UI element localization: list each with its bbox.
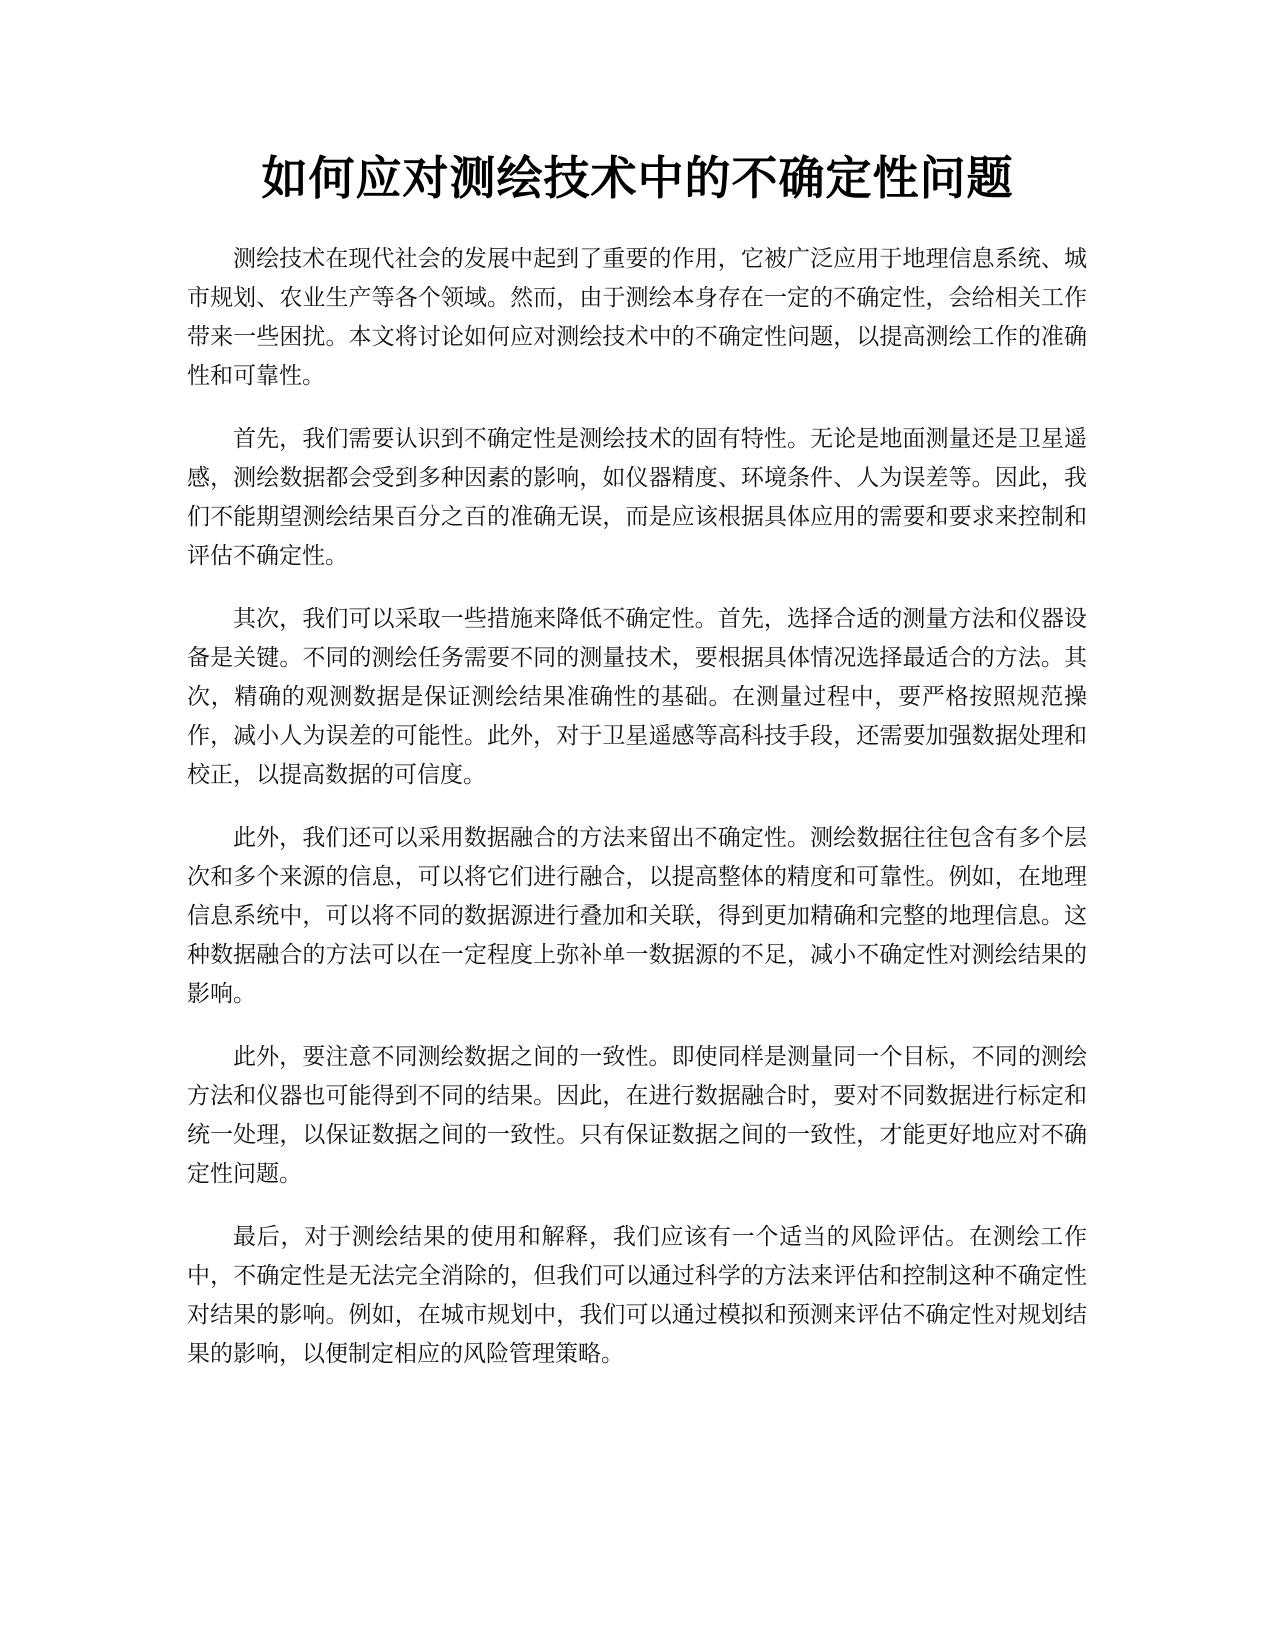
- paragraph-consistency: 此外，要注意不同测绘数据之间的一致性。即使同样是测量同一个目标，不同的测绘方法和仪器也可能得到不同的结果。因此，在进行数据融合时，要对不同数据进行标定和统一处理，以保证数据之间的一致性。只有保证数据之间的一致性，才能更好地应对不确定性问题。: [187, 1044, 1087, 1187]
- paragraph-risk-assessment: 最后，对于测绘结果的使用和解释，我们应该有一个适当的风险评估。在测绘工作中，不确定性是无法完全消除的，但我们可以通过科学的方法来评估和控制这种不确定性对结果的影响。例如，在城市规划中，我们可以通过模拟和预测来评估不确定性对规划结果的影响，以便制定相应的风险管理策略。: [187, 1224, 1087, 1367]
- paragraph-data-fusion: 此外，我们还可以采用数据融合的方法来留出不确定性。测绘数据往往包含有多个层次和多个来源的信息，可以将它们进行融合，以提高整体的精度和可靠性。例如，在地理信息系统中，可以将不同的数据源进行叠加和关联，得到更加精确和完整的地理信息。这种数据融合的方法可以在一定程度上弥补单一数据源的不足，减小不确定性对测绘结果的影响。: [187, 825, 1087, 1007]
- paragraph-intro: 测绘技术在现代社会的发展中起到了重要的作用，它被广泛应用于地理信息系统、城市规划、农业生产等各个领域。然而，由于测绘本身存在一定的不确定性，会给相关工作带来一些困扰。本文将讨论如何应对测绘技术中的不确定性问题，以提高测绘工作的准确性和可靠性。: [187, 246, 1087, 389]
- document-body: [187, 240, 1087, 1398]
- page-title: 如何应对测绘技术中的不确定性问题: [261, 151, 1014, 205]
- paragraph-second: 其次，我们可以采取一些措施来降低不确定性。首先，选择合适的测量方法和仪器设备是关键。不同的测绘任务需要不同的测量技术，要根据具体情况选择最适合的方法。其次，精确的观测数据是保证测绘结果准确性的基础。在测量过程中，要严格按照规范操作，减小人为误差的可能性。此外，对于卫星遥感等高科技手段，还需要加强数据处理和校正，以提高数据的可信度。: [187, 606, 1087, 788]
- paragraph-first: 首先，我们需要认识到不确定性是测绘技术的固有特性。无论是地面测量还是卫星遥感，测绘数据都会受到多种因素的影响，如仪器精度、环境条件、人为误差等。因此，我们不能期望测绘结果百分之百的准确无误，而是应该根据具体应用的需要和要求来控制和评估不确定性。: [187, 426, 1087, 569]
